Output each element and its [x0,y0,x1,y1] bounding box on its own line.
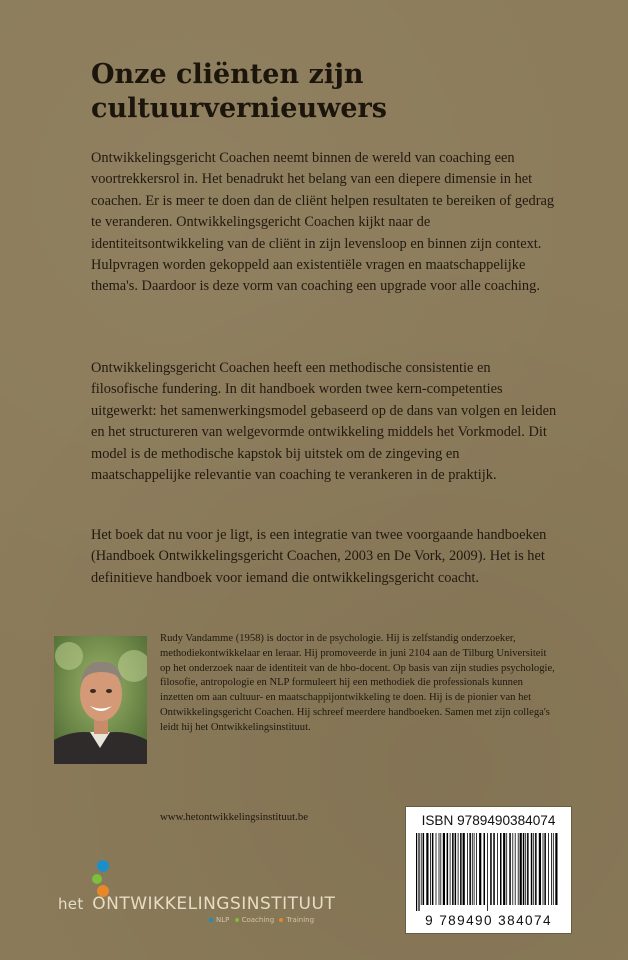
logo-name: ONTWIKKELINGSINSTITUUT [92,894,336,914]
blurb-paragraph-1: Ontwikkelingsgericht Coachen neemt binnen de wereld van coaching een voortrekkersrol in. Het benadrukt het belang van een diepere dimensie in het coachen. Er is meer te doen dan de cliënt helpen resultaten te bereiken of gedrag te veranderen. Ontwikkelingsgericht Coachen kijkt naar de identiteitsontwikkeling van de cliënt in zijn levensloop en binnen zijn context. Hulpvragen worden gekoppeld aan existentiële vragen en maatschappelijke thema's. Daardoor is deze vorm van coaching een upgrade voor alle coaching. [91,150,555,295]
tagline-nlp: NLP [216,916,230,924]
author-photo [54,636,147,764]
tagline-coaching: Coaching [241,916,275,924]
isbn-barcode [405,806,572,934]
logo-prefix: het [58,895,84,913]
author-bio: Rudy Vandamme (1958) is doctor in de psychologie. Hij is zelfstandig onderzoeker, methodiekontwikkelaar en leraar. Hij promoveerde in juni 2104 aan de Tilburg Universiteit op het onderzoek naar de identiteit van de hbo-docent. Op basis van zijn studies psychologie, filosofie, antropologie en NLP formuleert hij een methodiek die professionals kunnen inzetten om aan cultuur- en maatschappijontwikkeling te doen. Hij is de pionier van het Ontwikkelingsgericht Coachen. Hij schreef meerdere handboeken. Samen met zijn collega's leidt hij het Ontwikkelingsinstituut. [160,633,555,733]
website-link[interactable]: www.hetontwikkelingsinstituut.be [160,811,309,823]
logo-tagline [206,916,314,924]
barcode-digits: 9 789490 384074 [425,913,552,928]
isbn-label: ISBN 9789490384074 [421,813,556,828]
book-title: Onze cliënten zijn cultuurvernieuwers [91,59,387,124]
barcode-icon [414,833,564,911]
blurb-paragraph-2: Ontwikkelingsgericht Coachen heeft een methodische consistentie en filosofische fundering. In dit handboek worden twee kern-competenties uitgewerkt: het samenwerkingsmodel gebaseerd op de dans van volgen en leiden en het structureren van welgevormde ontwikkeling middels het Vorkmodel. Dit model is de methodische kapstok bij uitstek om de zingeving en maatschappelijke relevantie van coaching te verankeren in de praktijk. [91,360,557,484]
logo-dots-icon [86,858,116,898]
blurb-paragraph-3: Het boek dat nu voor je ligt, is een integratie van twee voorgaande handboeken (Handboek Ontwikkelingsgericht Coachen, 2003 en De Vork, 2009). Het is het definitieve handboek voor iemand die ontwikkelingsgericht coacht. [91,527,547,586]
institute-logo [58,858,388,928]
tagline-training: Training [286,916,315,924]
